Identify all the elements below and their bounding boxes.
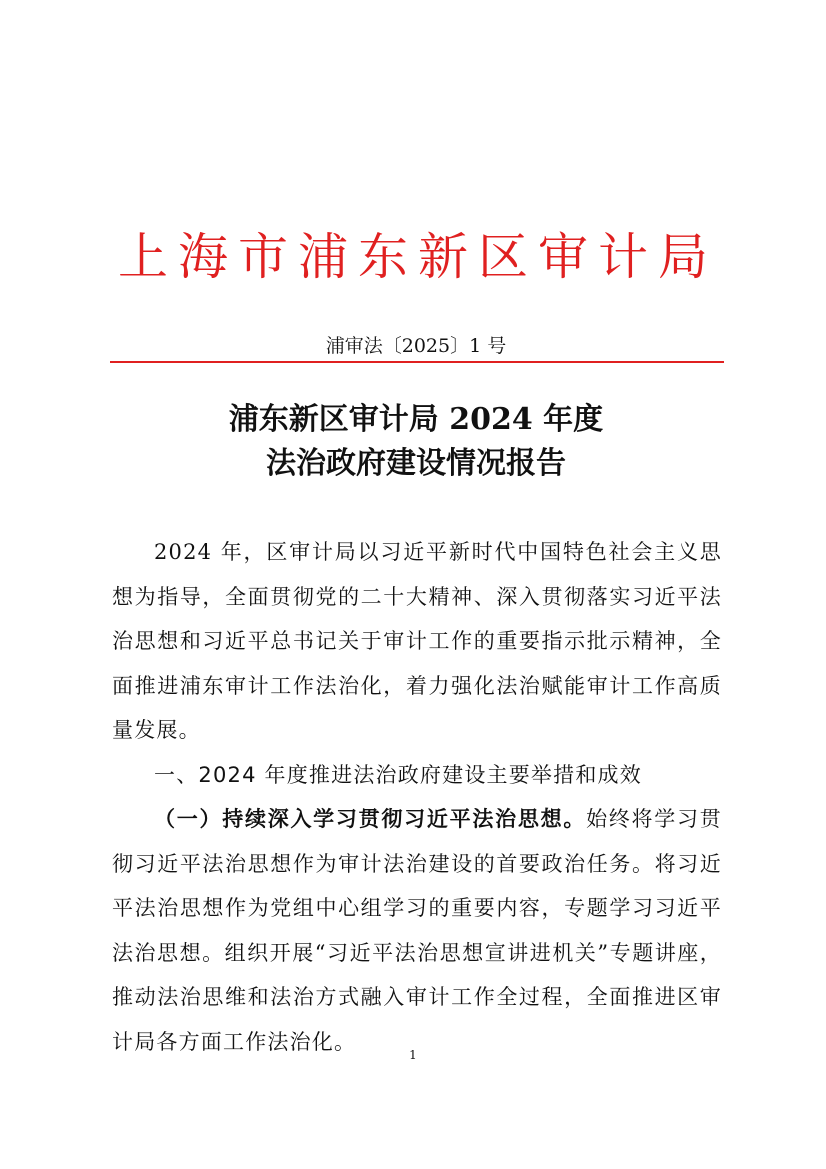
page-number: 1 <box>409 1048 417 1062</box>
letterhead-char: 市 <box>238 228 288 286</box>
letterhead-char: 浦 <box>298 228 348 286</box>
letterhead-char: 上 <box>118 228 168 286</box>
letterhead-char: 新 <box>418 228 468 286</box>
letterhead-char: 海 <box>178 228 228 286</box>
letterhead-char: 东 <box>358 228 408 286</box>
subsection-text: 始终将学习贯彻习近平法治思想作为审计法治建设的首要政治任务。将习近平法治思想作为党组中心组学习的重要内容，专题学习习近平法治思想。组织开展“习近平法治思想宣讲进机关”专题讲座，推动法治思维和法治方式融入审计工作全过程，全面推进区审计局各方面工作法治化。 <box>112 807 722 1054</box>
title-line-1: 浦东新区审计局 2024 年度 <box>228 402 604 437</box>
section-heading: 一、2024 年度推进法治政府建设主要举措和成效 <box>154 762 642 787</box>
title-line-2: 法治政府建设情况报告 <box>266 446 566 481</box>
document-title <box>110 398 722 486</box>
letterhead-char: 区 <box>478 228 528 286</box>
letterhead-char: 局 <box>658 228 708 286</box>
letterhead-char: 审 <box>538 228 588 286</box>
subsection-paragraph <box>112 797 722 1064</box>
red-divider-line <box>110 361 724 363</box>
letterhead-char: 计 <box>598 228 648 286</box>
subsection-heading: （一）持续深入学习贯彻习近平法治思想。 <box>154 806 587 831</box>
document-body <box>112 530 722 1064</box>
intro-paragraph: 2024 年，区审计局以习近平新时代中国特色社会主义思想为指导，全面贯彻党的二十大精神、深入贯彻落实习近平法治思想和习近平总书记关于审计工作的重要指示批示精神，全面推进浦东审计工作法治化，着力强化法治赋能审计工作高质量发展。 <box>112 540 722 742</box>
agency-letterhead <box>110 222 716 292</box>
document-number: 浦审法〔2025〕1 号 <box>325 335 507 357</box>
